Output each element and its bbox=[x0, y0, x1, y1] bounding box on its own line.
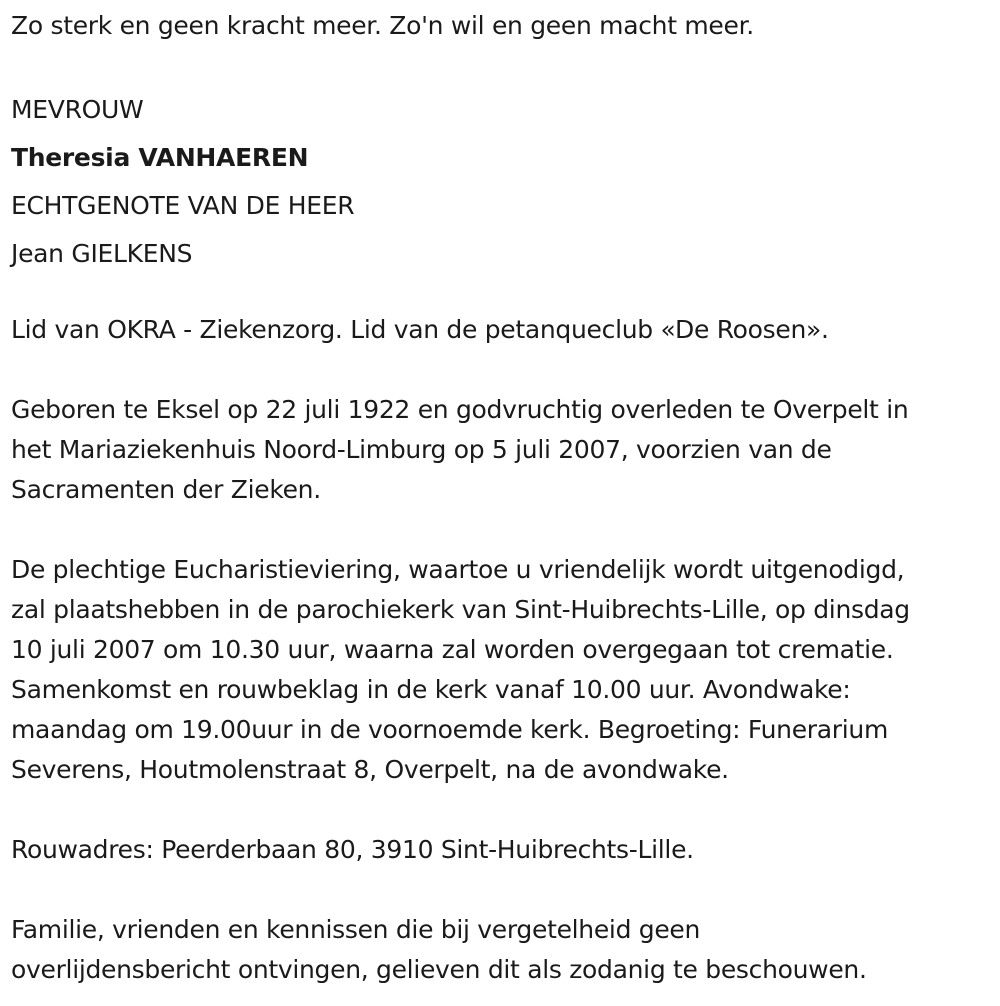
paragraph-line: 10 juli 2007 om 10.30 uur, waarna zal worden overgegaan tot crematie. bbox=[11, 635, 894, 664]
title-label: MEVROUW bbox=[11, 95, 144, 124]
closing-note-paragraph bbox=[11, 910, 867, 990]
paragraph-line: Severens, Houtmolenstraat 8, Overpelt, na de avondwake. bbox=[11, 755, 729, 784]
paragraph-line: maandag om 19.00uur in de voornoemde kerk. Begroeting: Funerarium bbox=[11, 715, 889, 744]
paragraph-line: Rouwadres: Peerderbaan 80, 3910 Sint-Huibrechts-Lille. bbox=[11, 835, 694, 864]
membership-paragraph bbox=[11, 310, 829, 350]
paragraph-line: Lid van OKRA - Ziekenzorg. Lid van de petanqueclub «De Roosen». bbox=[11, 315, 829, 344]
birth-death-paragraph bbox=[11, 390, 908, 510]
paragraph-line: overlijdensbericht ontvingen, gelieven dit als zodanig te beschouwen. bbox=[11, 955, 867, 984]
paragraph-line: zal plaatshebben in de parochiekerk van Sint-Huibrechts-Lille, op dinsdag bbox=[11, 595, 910, 624]
paragraph-line: het Mariaziekenhuis Noord-Limburg op 5 juli 2007, voorzien van de bbox=[11, 435, 832, 464]
spouse-name: Jean GIELKENS bbox=[11, 239, 193, 268]
paragraph-line: Sacramenten der Zieken. bbox=[11, 475, 321, 504]
opening-quote: Zo sterk en geen kracht meer. Zo'n wil en geen macht meer. bbox=[11, 11, 754, 40]
paragraph-line: Geboren te Eksel op 22 juli 1922 en godvruchtig overleden te Overpelt in bbox=[11, 395, 909, 424]
paragraph-line: De plechtige Eucharistieviering, waartoe u vriendelijk wordt uitgenodigd, bbox=[11, 555, 905, 584]
ceremony-paragraph bbox=[11, 550, 910, 790]
mourning-address-paragraph bbox=[11, 830, 694, 870]
paragraph-line: Samenkomst en rouwbeklag in de kerk vanaf 10.00 uur. Avondwake: bbox=[11, 675, 851, 704]
deceased-name: Theresia VANHAEREN bbox=[11, 143, 309, 172]
deceased-heading bbox=[11, 86, 354, 278]
paragraph-line: Familie, vrienden en kennissen die bij vergetelheid geen bbox=[11, 915, 701, 944]
relation-label: ECHTGENOTE VAN DE HEER bbox=[11, 191, 355, 220]
